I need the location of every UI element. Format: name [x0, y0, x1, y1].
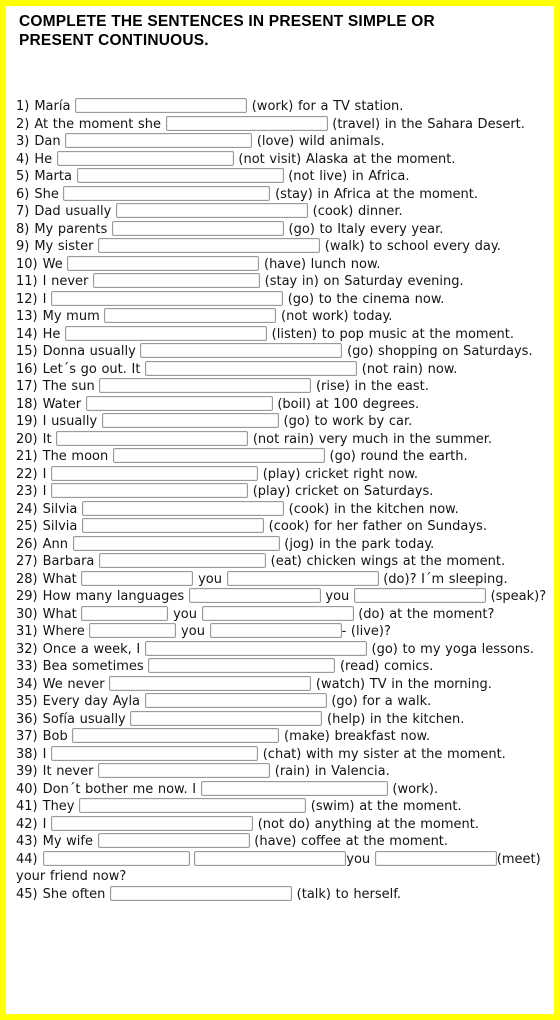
item-number: 31): [16, 624, 38, 639]
exercise-item: [16, 886, 552, 904]
sentence-text: Every day Ayla: [42, 694, 145, 709]
exercise-item: [16, 798, 552, 816]
exercise-item: [16, 676, 552, 694]
answer-blank[interactable]: [63, 186, 270, 201]
sentence-text: My mum: [42, 309, 105, 324]
exercise-item: [16, 221, 552, 239]
sentence-text: It never: [42, 764, 99, 779]
sentence-text: I never: [42, 274, 93, 289]
sentence-text: (listen) to pop music at the moment.: [271, 326, 515, 342]
sentence-text: He: [42, 326, 66, 342]
sentence-text: (eat) chicken wings at the moment.: [270, 554, 506, 569]
sentence-text: (go) to work by car.: [283, 414, 413, 429]
answer-blank[interactable]: [73, 536, 280, 551]
sentence-text: (cook) for her father on Sundays.: [268, 519, 487, 534]
sentence-text: (jog) in the park today.: [284, 536, 435, 552]
item-number: 1): [16, 99, 30, 114]
exercise-item: [16, 693, 552, 711]
exercise-item: [16, 588, 552, 606]
sentence-text: (not do) anything at the moment.: [257, 816, 480, 832]
exercise-item: [16, 151, 552, 169]
sentence-text: Dad usually: [34, 204, 116, 219]
item-number: 13): [16, 309, 38, 324]
worksheet: [6, 6, 554, 1014]
sentence-text: At the moment she: [34, 116, 166, 132]
title-line-2: PRESENT CONTINUOUS.: [19, 32, 209, 49]
sentence-text: Water: [42, 396, 86, 412]
sentence-text: (play) cricket right now.: [262, 466, 419, 482]
sentence-text: What: [42, 606, 82, 622]
item-number: 34): [16, 676, 38, 692]
answer-blank[interactable]: [109, 676, 311, 691]
exercise-item: [16, 168, 552, 186]
item-number: 18): [16, 396, 38, 412]
item-number: 19): [16, 414, 38, 429]
answer-blank[interactable]: [189, 588, 321, 603]
sentence-text: Bea sometimes: [42, 659, 149, 674]
answer-blank[interactable]: [51, 746, 258, 761]
sentence-text: (not live) in Africa.: [288, 169, 410, 184]
exercise-item: [16, 378, 552, 396]
sentence-text: What: [42, 571, 82, 587]
answer-blank[interactable]: [98, 763, 270, 778]
exercise-item: [16, 273, 552, 291]
exercise-item: [16, 501, 552, 519]
sentence-text: (work) for a TV station.: [251, 99, 404, 114]
item-number: 27): [16, 554, 38, 569]
item-number: 39): [16, 764, 38, 779]
sentence-text: (rain) in Valencia.: [274, 764, 390, 779]
item-number: 41): [16, 799, 38, 814]
answer-blank[interactable]: [145, 361, 357, 376]
exercise-item: [16, 256, 552, 274]
answer-blank[interactable]: [51, 466, 258, 481]
exercise-item: [16, 98, 552, 116]
sentence-text: Dan: [34, 134, 66, 149]
exercise-item: [16, 553, 552, 571]
item-number: 12): [16, 291, 38, 307]
sentence-text: The moon: [42, 449, 113, 464]
item-number: 22): [16, 466, 38, 482]
sentence-text: (chat) with my sister at the moment.: [262, 746, 506, 762]
exercise-item: [16, 746, 552, 764]
exercise-item: [16, 448, 552, 466]
sentence-text: -: [341, 624, 351, 639]
answer-blank[interactable]: [202, 606, 354, 621]
sentence-text: Where: [42, 624, 90, 639]
item-number: 2): [16, 116, 30, 132]
sentence-text: We never: [42, 676, 110, 692]
exercise-item: [16, 536, 552, 554]
sentence-text: (go) shopping on Saturdays.: [347, 344, 533, 359]
answer-blank[interactable]: [51, 483, 248, 498]
exercise-list: [16, 98, 552, 903]
answer-blank[interactable]: [72, 728, 279, 743]
sentence-text: (have) lunch now.: [264, 256, 381, 272]
answer-blank[interactable]: [116, 203, 308, 218]
item-number: 38): [16, 746, 38, 762]
sentence-text: (not work) today.: [281, 309, 393, 324]
exercise-item: [16, 483, 552, 501]
sentence-text: I usually: [42, 414, 102, 429]
sentence-text: (not visit) Alaska at the moment.: [238, 151, 456, 167]
item-number: 26): [16, 536, 38, 552]
item-number: 43): [16, 834, 38, 849]
answer-blank[interactable]: [86, 396, 273, 411]
answer-blank[interactable]: [82, 501, 284, 516]
sentence-text: (rise) in the east.: [315, 379, 429, 394]
sentence-text: Let´s go out. It: [42, 361, 146, 377]
sentence-text: (stay in) on Saturday evening.: [264, 274, 464, 289]
sentence-text: (swim) at the moment.: [310, 799, 462, 814]
sentence-text: (meet) your friend now?: [16, 851, 541, 884]
answer-blank[interactable]: [65, 133, 252, 148]
answer-blank[interactable]: [98, 833, 250, 848]
sentence-text: (go) to my yoga lessons.: [371, 641, 534, 657]
sentence-text: (watch) TV in the morning.: [315, 676, 492, 692]
sentence-text: (live)?: [350, 624, 391, 639]
sentence-text: (cook) dinner.: [312, 204, 403, 219]
exercise-item: [16, 308, 552, 326]
item-number: 24): [16, 501, 38, 517]
sentence-text: I: [42, 466, 52, 482]
item-number: 9): [16, 239, 30, 254]
sentence-text: It: [42, 431, 57, 447]
item-number: 10): [16, 256, 38, 272]
item-number: 5): [16, 169, 30, 184]
sentence-text: (have) coffee at the moment.: [254, 834, 449, 849]
answer-blank[interactable]: [51, 816, 253, 831]
sentence-text: I: [42, 746, 52, 762]
exercise-item: [16, 133, 552, 151]
sentence-text: (help) in the kitchen.: [327, 711, 465, 727]
sentence-text: (boil) at 100 degrees.: [277, 396, 420, 412]
exercise-item: [16, 326, 552, 344]
item-number: 15): [16, 344, 38, 359]
item-number: 25): [16, 519, 38, 534]
answer-blank[interactable]: [145, 693, 327, 708]
item-number: 6): [16, 186, 30, 202]
answer-blank[interactable]: [81, 571, 193, 586]
answer-blank[interactable]: [110, 886, 292, 901]
item-number: 42): [16, 816, 38, 832]
sentence-text: (play) cricket on Saturdays.: [252, 484, 434, 499]
sentence-text: you: [173, 606, 202, 622]
item-number: 33): [16, 659, 38, 674]
sentence-text: Don´t bother me now. I: [42, 781, 201, 797]
exercise-item: [16, 658, 552, 676]
item-number: 45): [16, 886, 38, 902]
sentence-text: My wife: [42, 834, 98, 849]
exercise-item: [16, 203, 552, 221]
sentence-text: (cook) in the kitchen now.: [288, 501, 459, 517]
sentence-text: (work).: [392, 781, 439, 797]
sentence-text: you: [346, 851, 375, 867]
sentence-text: Marta: [34, 169, 77, 184]
item-number: 30): [16, 606, 38, 622]
item-number: 44): [16, 851, 38, 867]
sentence-text: He: [34, 151, 57, 167]
sentence-text: How many languages: [42, 589, 189, 604]
exercise-item: [16, 571, 552, 589]
exercise-item: [16, 431, 552, 449]
answer-blank[interactable]: [75, 98, 247, 113]
answer-blank[interactable]: [104, 308, 276, 323]
sentence-text: (travel) in the Sahara Desert.: [332, 116, 525, 132]
sentence-text: (not rain) now.: [361, 361, 458, 377]
sentence-text: Sofía usually: [42, 711, 131, 727]
exercise-item: [16, 466, 552, 484]
item-number: 32): [16, 641, 38, 657]
sentence-text: (talk) to herself.: [296, 886, 402, 902]
sentence-text: (go) to Italy every year.: [288, 221, 444, 237]
sentence-text: (do)? I´m sleeping.: [383, 571, 508, 587]
item-number: 11): [16, 274, 38, 289]
answer-blank[interactable]: [56, 431, 248, 446]
item-number: 20): [16, 431, 38, 447]
sentence-text: María: [34, 99, 76, 114]
exercise-item: [16, 186, 552, 204]
sentence-text: I: [42, 291, 52, 307]
sentence-text: Ann: [42, 536, 73, 552]
sentence-text: We: [42, 256, 68, 272]
item-number: 37): [16, 729, 38, 744]
exercise-item: [16, 291, 552, 309]
sentence-text: Silvia: [42, 501, 83, 517]
answer-blank[interactable]: [140, 343, 342, 358]
exercise-item: [16, 518, 552, 536]
answer-blank[interactable]: [65, 326, 267, 341]
answer-blank[interactable]: [82, 518, 264, 533]
sentence-text: (do) at the moment?: [358, 606, 495, 622]
item-number: 4): [16, 151, 30, 167]
sentence-text: (not rain) very much in the summer.: [252, 431, 493, 447]
sentence-text: Donna usually: [42, 344, 141, 359]
title-line-1: COMPLETE THE SENTENCES IN PRESENT SIMPLE OR: [19, 13, 435, 30]
sentence-text: (go) for a walk.: [331, 694, 432, 709]
exercise-item: [16, 728, 552, 746]
exercise-item: [16, 781, 552, 799]
exercise-item: [16, 623, 552, 641]
exercise-item: [16, 361, 552, 379]
answer-blank[interactable]: [375, 851, 497, 866]
sentence-text: (speak)?: [490, 589, 547, 604]
sentence-text: I: [42, 484, 52, 499]
answer-blank[interactable]: [67, 256, 259, 271]
exercise-item: [16, 606, 552, 624]
item-number: 29): [16, 589, 38, 604]
answer-blank[interactable]: [354, 588, 486, 603]
exercise-item: [16, 396, 552, 414]
sentence-text: Barbara: [42, 554, 100, 569]
answer-blank[interactable]: [51, 291, 283, 306]
exercise-item: [16, 833, 552, 851]
sentence-text: (read) comics.: [339, 659, 434, 674]
sentence-text: (love) wild animals.: [256, 134, 385, 149]
sentence-text: They: [42, 799, 80, 814]
answer-blank[interactable]: [201, 781, 388, 796]
exercise-item: [16, 816, 552, 834]
answer-blank[interactable]: [57, 151, 234, 166]
exercise-item: [16, 641, 552, 659]
item-number: 17): [16, 379, 38, 394]
item-number: 36): [16, 711, 38, 727]
sentence-text: She often: [42, 886, 111, 902]
exercise-item: [16, 763, 552, 781]
item-number: 14): [16, 326, 38, 342]
answer-blank[interactable]: [89, 623, 176, 638]
answer-blank[interactable]: [99, 378, 311, 393]
sentence-text: (walk) to school every day.: [324, 239, 501, 254]
item-number: 21): [16, 449, 38, 464]
sentence-text: She: [34, 186, 64, 202]
sentence-text: (stay) in Africa at the moment.: [275, 186, 479, 202]
sentence-text: Once a week, I: [42, 641, 145, 657]
answer-blank[interactable]: [130, 711, 322, 726]
exercise-item: [16, 413, 552, 431]
answer-blank[interactable]: [194, 851, 346, 866]
sentence-text: (go) to the cinema now.: [287, 291, 445, 307]
worksheet-title: [19, 12, 539, 50]
exercise-item: [16, 238, 552, 256]
sentence-text: I: [42, 816, 52, 832]
answer-blank[interactable]: [43, 851, 190, 866]
item-number: 35): [16, 694, 38, 709]
sentence-text: (go) round the earth.: [329, 449, 468, 464]
answer-blank[interactable]: [166, 116, 328, 131]
item-number: 28): [16, 571, 38, 587]
answer-blank[interactable]: [148, 658, 335, 673]
sentence-text: you: [181, 624, 210, 639]
item-number: 40): [16, 781, 38, 797]
answer-blank[interactable]: [227, 571, 379, 586]
sentence-text: The sun: [42, 379, 100, 394]
answer-blank[interactable]: [79, 798, 306, 813]
answer-blank[interactable]: [210, 623, 342, 638]
exercise-item: [16, 116, 552, 134]
exercise-item: [16, 343, 552, 361]
answer-blank[interactable]: [99, 553, 266, 568]
answer-blank[interactable]: [112, 221, 284, 236]
exercise-item: [16, 711, 552, 729]
sentence-text: My sister: [34, 239, 99, 254]
item-number: 16): [16, 361, 38, 377]
sentence-text: Silvia: [42, 519, 83, 534]
answer-blank[interactable]: [98, 238, 320, 253]
item-number: 8): [16, 221, 30, 237]
item-number: 23): [16, 484, 38, 499]
answer-blank[interactable]: [145, 641, 367, 656]
answer-blank[interactable]: [81, 606, 168, 621]
item-number: 7): [16, 204, 30, 219]
sentence-text: My parents: [34, 221, 112, 237]
sentence-text: Bob: [42, 729, 73, 744]
answer-blank[interactable]: [77, 168, 284, 183]
sentence-text: you: [325, 589, 354, 604]
sentence-text: you: [198, 571, 227, 587]
answer-blank[interactable]: [93, 273, 260, 288]
answer-blank[interactable]: [113, 448, 325, 463]
answer-blank[interactable]: [102, 413, 279, 428]
exercise-item: [16, 851, 552, 886]
sentence-text: (make) breakfast now.: [284, 729, 431, 744]
item-number: 3): [16, 134, 30, 149]
